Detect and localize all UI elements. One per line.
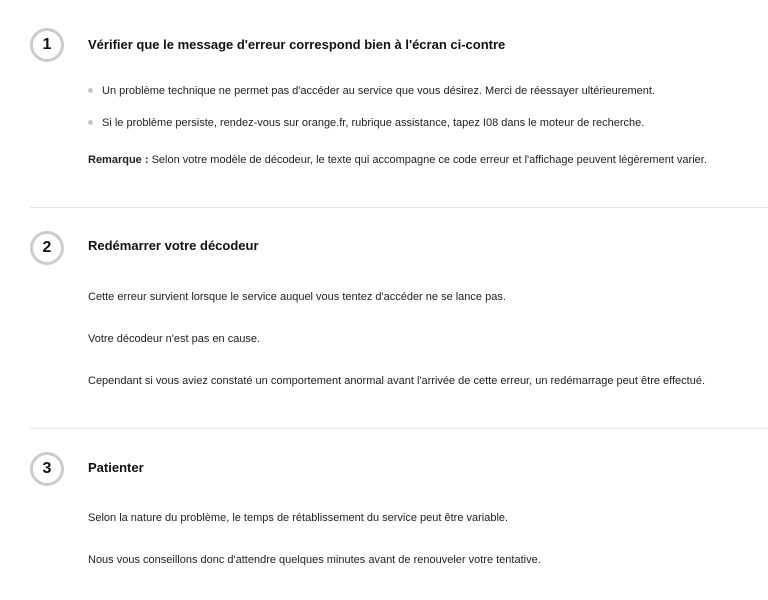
note-label: Remarque : — [88, 154, 149, 166]
step-paragraph: Selon la nature du problème, le temps de rétablissement du service peut être variable. — [88, 512, 509, 524]
list-item — [88, 85, 655, 97]
step-title: Patienter — [88, 460, 144, 475]
divider — [30, 428, 768, 429]
bullet-dot-icon — [88, 88, 93, 93]
step-number-badge: 3 — [30, 452, 64, 486]
step-title: Redémarrer votre décodeur — [88, 238, 259, 253]
step-number-badge: 2 — [30, 231, 64, 265]
bullet-text: Si le problème persiste, rendez-vous sur orange.fr, rubrique assistance, tapez I08 dans le moteur de recherche. — [102, 117, 645, 129]
step-paragraph: Cependant si vous aviez constaté un comportement anormal avant l'arrivée de cette erreur, un redémarrage peut être effectué. — [88, 375, 706, 387]
list-item — [88, 117, 644, 129]
bullet-text: Un problème technique ne permet pas d'accéder au service que vous désirez. Merci de réessayer ultérieurement. — [102, 85, 655, 97]
step-note — [88, 154, 707, 166]
step-paragraph: Votre décodeur n'est pas en cause. — [88, 333, 261, 345]
step-title: Vérifier que le message d'erreur correspond bien à l'écran ci-contre — [88, 37, 506, 52]
step-number-badge: 1 — [30, 28, 64, 62]
step-paragraph: Cette erreur survient lorsque le service auquel vous tentez d'accéder ne se lance pas. — [88, 291, 506, 303]
divider — [30, 207, 768, 208]
bullet-dot-icon — [88, 120, 93, 125]
note-text: Selon votre modèle de décodeur, le texte qui accompagne ce code erreur et l'affichage peuvent légèrement varier. — [148, 154, 707, 166]
step-paragraph: Nous vous conseillons donc d'attendre quelques minutes avant de renouveler votre tentative. — [88, 554, 541, 566]
